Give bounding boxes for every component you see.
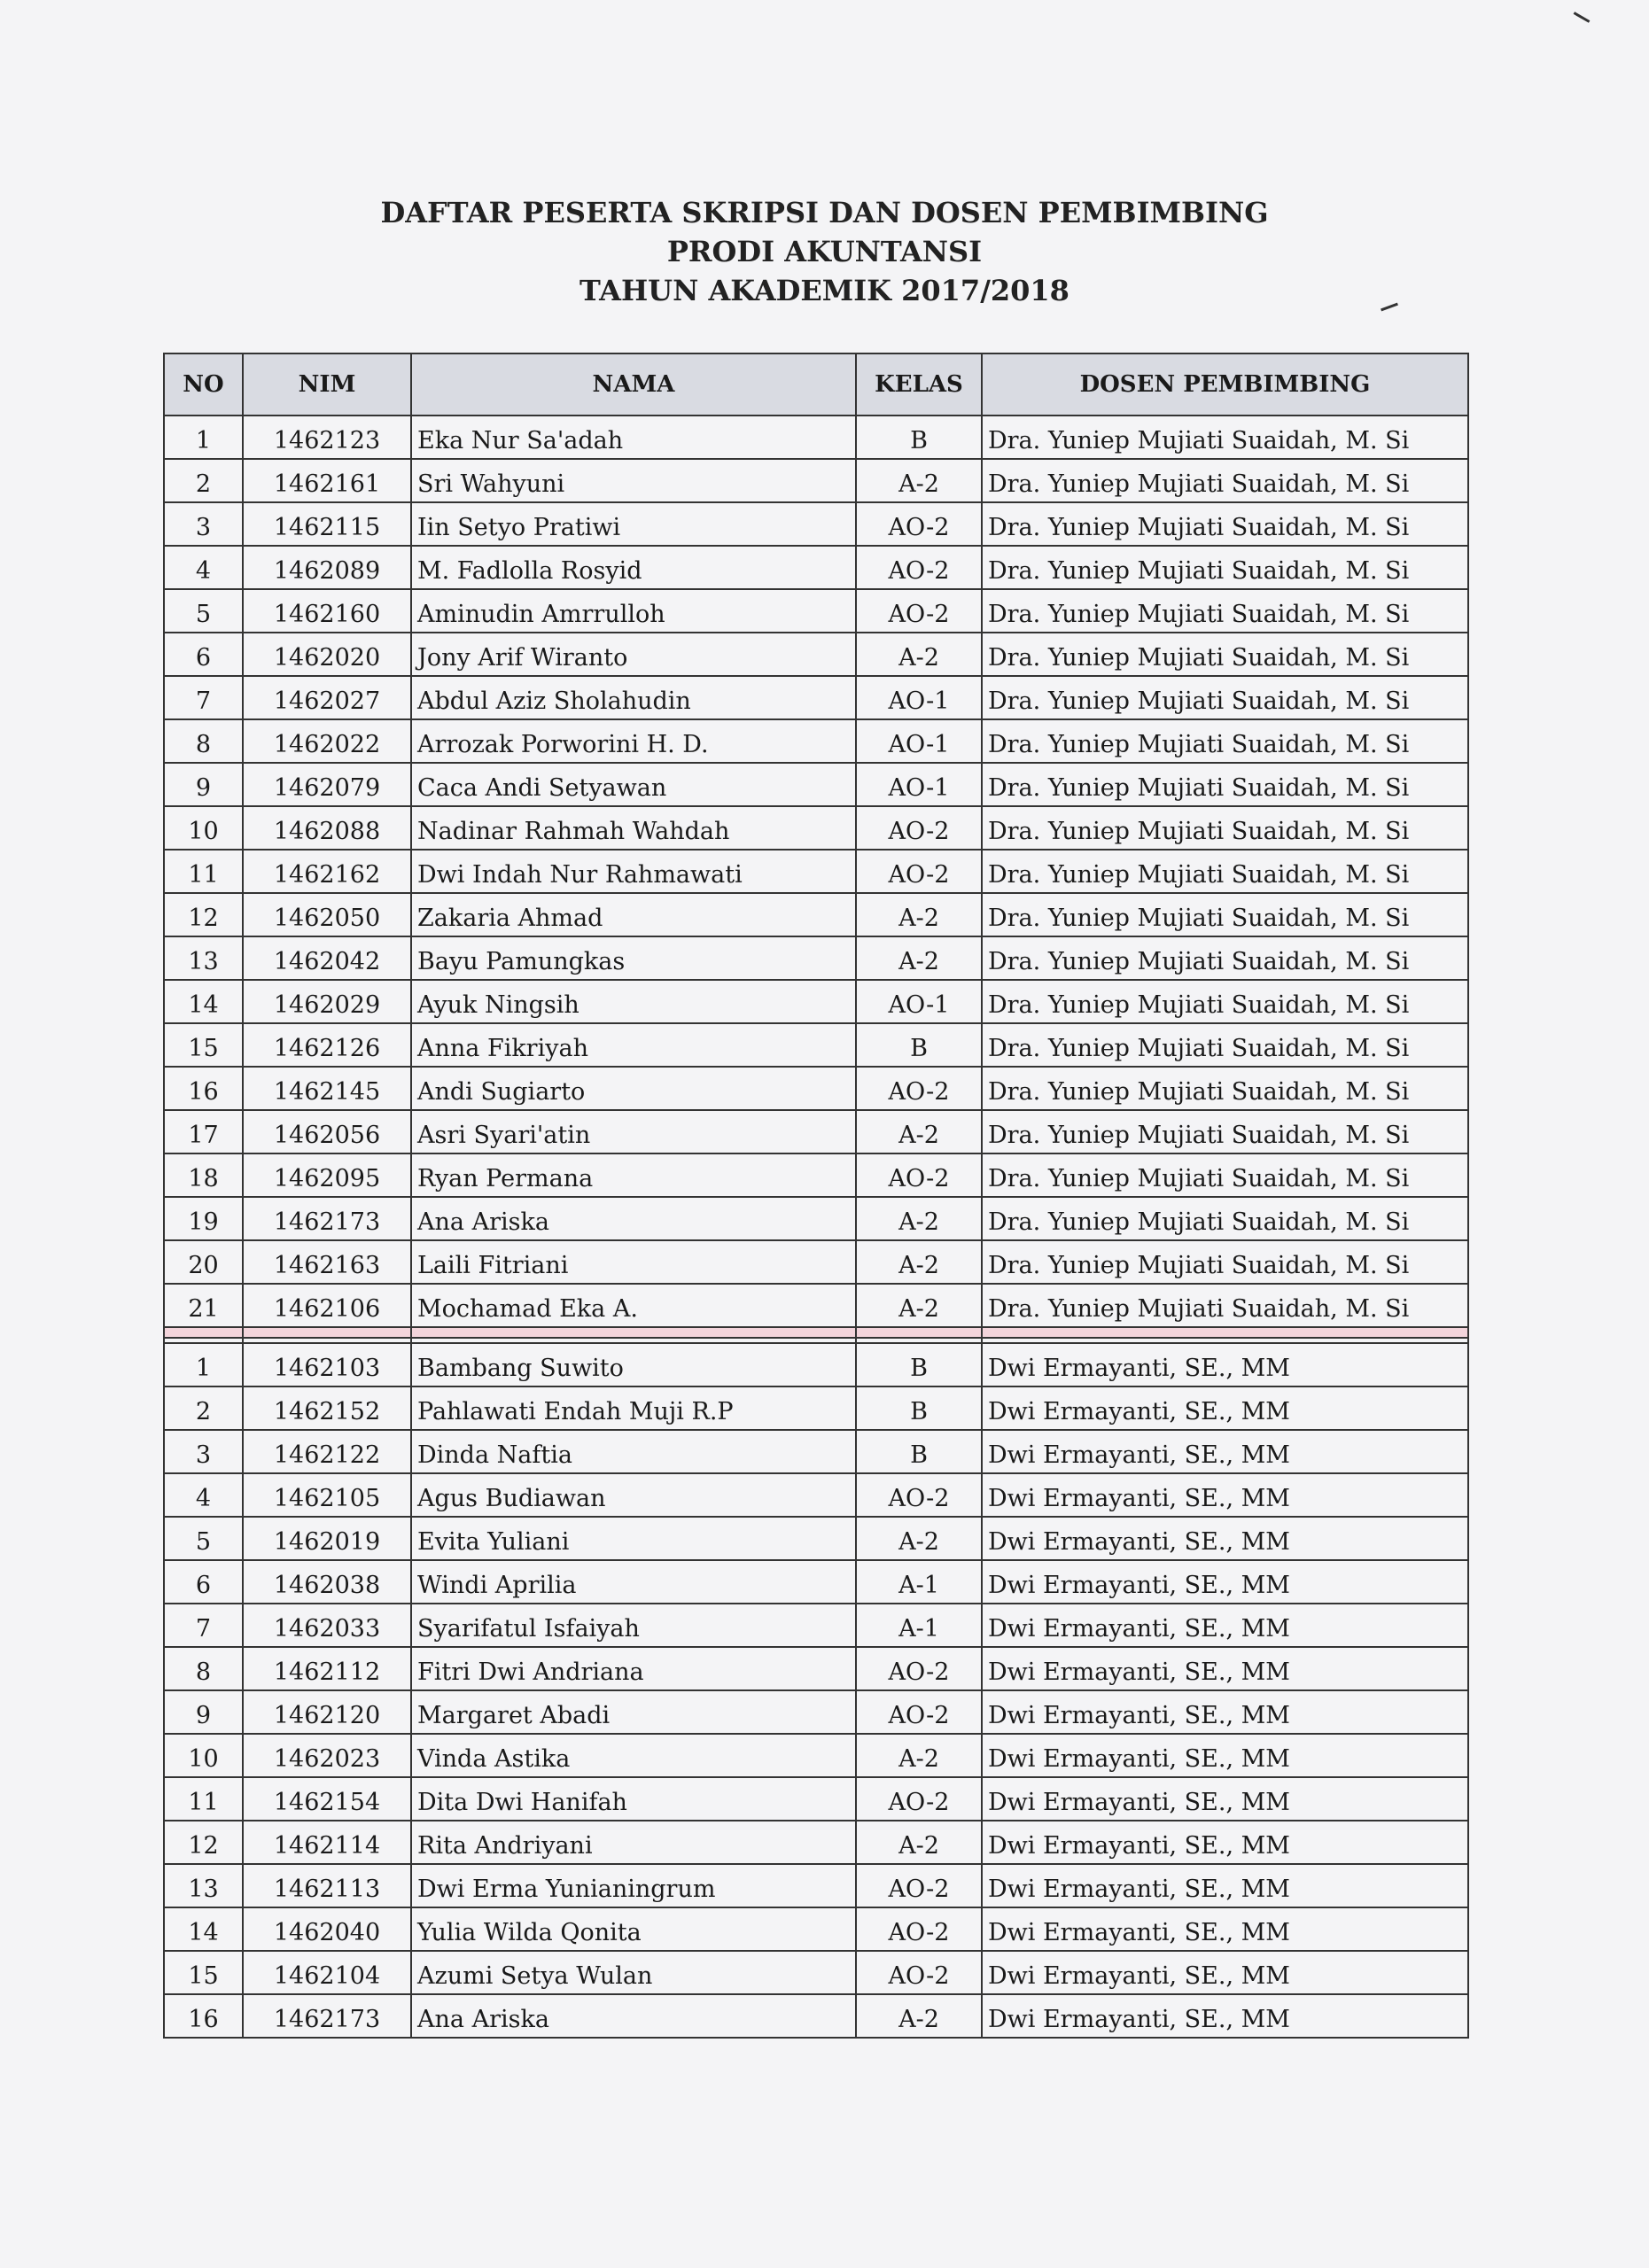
table-row [164, 1473, 1468, 1517]
cell-dosen: Dra. Yuniep Mujiati Suaidah, M. Si [982, 1240, 1468, 1284]
cell-nama: Jony Arif Wiranto [411, 633, 856, 676]
cell-dosen: Dra. Yuniep Mujiati Suaidah, M. Si [982, 719, 1468, 763]
cell-dosen: Dra. Yuniep Mujiati Suaidah, M. Si [982, 1023, 1468, 1067]
cell-nama: Nadinar Rahmah Wahdah [411, 806, 856, 850]
table-row [164, 893, 1468, 936]
cell-no: 5 [164, 589, 243, 633]
table-row [164, 980, 1468, 1023]
cell-dosen: Dra. Yuniep Mujiati Suaidah, M. Si [982, 1110, 1468, 1153]
cell-nim: 1462160 [243, 589, 411, 633]
table-header [164, 353, 1468, 416]
table-row [164, 1153, 1468, 1197]
cell-kelas: A-2 [856, 1994, 982, 2038]
cell-dosen: Dra. Yuniep Mujiati Suaidah, M. Si [982, 893, 1468, 936]
col-header-no: NO [164, 353, 243, 416]
cell-dosen: Dra. Yuniep Mujiati Suaidah, M. Si [982, 459, 1468, 502]
cell-kelas: AO-2 [856, 1647, 982, 1690]
table-row [164, 1023, 1468, 1067]
table-row [164, 502, 1468, 546]
cell-no: 12 [164, 893, 243, 936]
cell-nama: Zakaria Ahmad [411, 893, 856, 936]
cell-nim: 1462079 [243, 763, 411, 806]
table-row [164, 1430, 1468, 1473]
cell-dosen: Dwi Ermayanti, SE., MM [982, 1777, 1468, 1821]
table-row [164, 1604, 1468, 1647]
cell-nim: 1462113 [243, 1864, 411, 1907]
cell-nama: Bayu Pamungkas [411, 936, 856, 980]
cell-kelas: A-2 [856, 1517, 982, 1560]
cell-no: 18 [164, 1153, 243, 1197]
cell-nama: Ayuk Ningsih [411, 980, 856, 1023]
cell-nim: 1462126 [243, 1023, 411, 1067]
table-row [164, 1821, 1468, 1864]
title-line-2: PRODI AKUNTANSI [666, 235, 983, 268]
cell-dosen: Dra. Yuniep Mujiati Suaidah, M. Si [982, 633, 1468, 676]
cell-no: 11 [164, 1777, 243, 1821]
cell-kelas: A-2 [856, 459, 982, 502]
table-row [164, 1517, 1468, 1560]
cell-no: 19 [164, 1197, 243, 1240]
cell-no: 21 [164, 1284, 243, 1327]
cell-dosen: Dwi Ermayanti, SE., MM [982, 1473, 1468, 1517]
cell-nim: 1462145 [243, 1067, 411, 1110]
cell-nama: Dwi Indah Nur Rahmawati [411, 850, 856, 893]
table-row [164, 1907, 1468, 1951]
cell-dosen: Dwi Ermayanti, SE., MM [982, 1430, 1468, 1473]
cell-no: 1 [164, 416, 243, 459]
cell-nama: Iin Setyo Pratiwi [411, 502, 856, 546]
cell-dosen: Dra. Yuniep Mujiati Suaidah, M. Si [982, 850, 1468, 893]
table-row [164, 1067, 1468, 1110]
cell-dosen: Dwi Ermayanti, SE., MM [982, 1907, 1468, 1951]
table-row [164, 1343, 1468, 1386]
cell-nim: 1462120 [243, 1690, 411, 1734]
cell-nama: Azumi Setya Wulan [411, 1951, 856, 1994]
cell-no: 8 [164, 1647, 243, 1690]
table-row [164, 719, 1468, 763]
cell-kelas: A-2 [856, 1240, 982, 1284]
cell-kelas: AO-2 [856, 806, 982, 850]
cell-no: 20 [164, 1240, 243, 1284]
cell-no: 10 [164, 1734, 243, 1777]
table-row [164, 850, 1468, 893]
participants-table [163, 353, 1469, 2039]
cell-nim: 1462033 [243, 1604, 411, 1647]
table-row [164, 1647, 1468, 1690]
cell-kelas: B [856, 1023, 982, 1067]
cell-no: 4 [164, 1473, 243, 1517]
cell-dosen: Dwi Ermayanti, SE., MM [982, 1734, 1468, 1777]
cell-nim: 1462173 [243, 1197, 411, 1240]
cell-dosen: Dwi Ermayanti, SE., MM [982, 1647, 1468, 1690]
col-header-kelas: KELAS [856, 353, 982, 416]
cell-nama: Ana Ariska [411, 1197, 856, 1240]
cell-kelas: B [856, 1430, 982, 1473]
cell-nama: Evita Yuliani [411, 1517, 856, 1560]
cell-no: 12 [164, 1821, 243, 1864]
title-line-3: TAHUN AKADEMIK 2017/2018 [579, 274, 1070, 307]
cell-dosen: Dwi Ermayanti, SE., MM [982, 1386, 1468, 1430]
cell-no: 8 [164, 719, 243, 763]
cell-dosen: Dra. Yuniep Mujiati Suaidah, M. Si [982, 1153, 1468, 1197]
cell-no: 9 [164, 1690, 243, 1734]
cell-no: 6 [164, 1560, 243, 1604]
cell-dosen: Dra. Yuniep Mujiati Suaidah, M. Si [982, 1197, 1468, 1240]
cell-dosen: Dra. Yuniep Mujiati Suaidah, M. Si [982, 1067, 1468, 1110]
cell-no: 13 [164, 936, 243, 980]
table-row [164, 416, 1468, 459]
cell-nama: Sri Wahyuni [411, 459, 856, 502]
cell-dosen: Dra. Yuniep Mujiati Suaidah, M. Si [982, 546, 1468, 589]
cell-nama: Arrozak Porworini H. D. [411, 719, 856, 763]
cell-nim: 1462038 [243, 1560, 411, 1604]
cell-kelas: AO-2 [856, 589, 982, 633]
cell-dosen: Dra. Yuniep Mujiati Suaidah, M. Si [982, 589, 1468, 633]
cell-kelas: AO-2 [856, 1153, 982, 1197]
cell-nim: 1462040 [243, 1907, 411, 1951]
cell-nim: 1462161 [243, 459, 411, 502]
cell-nim: 1462152 [243, 1386, 411, 1430]
table-row [164, 633, 1468, 676]
cell-nim: 1462114 [243, 1821, 411, 1864]
cell-nama: Eka Nur Sa'adah [411, 416, 856, 459]
cell-nim: 1462020 [243, 633, 411, 676]
cell-nim: 1462056 [243, 1110, 411, 1153]
cell-no: 3 [164, 1430, 243, 1473]
cell-nim: 1462106 [243, 1284, 411, 1327]
table-row [164, 1284, 1468, 1327]
cell-no: 11 [164, 850, 243, 893]
cell-kelas: A-2 [856, 936, 982, 980]
cell-kelas: AO-1 [856, 676, 982, 719]
cell-no: 2 [164, 1386, 243, 1430]
cell-kelas: B [856, 1386, 982, 1430]
cell-nama: Caca Andi Setyawan [411, 763, 856, 806]
cell-dosen: Dwi Ermayanti, SE., MM [982, 1604, 1468, 1647]
cell-dosen: Dra. Yuniep Mujiati Suaidah, M. Si [982, 502, 1468, 546]
cell-nama: Vinda Astika [411, 1734, 856, 1777]
cell-kelas: AO-2 [856, 850, 982, 893]
cell-kelas: AO-1 [856, 719, 982, 763]
cell-nama: Laili Fitriani [411, 1240, 856, 1284]
cell-no: 16 [164, 1067, 243, 1110]
cell-nim: 1462112 [243, 1647, 411, 1690]
cell-dosen: Dwi Ermayanti, SE., MM [982, 1560, 1468, 1604]
cell-nama: Anna Fikriyah [411, 1023, 856, 1067]
cell-nama: M. Fadlolla Rosyid [411, 546, 856, 589]
cell-dosen: Dra. Yuniep Mujiati Suaidah, M. Si [982, 936, 1468, 980]
cell-nim: 1462154 [243, 1777, 411, 1821]
cell-nama: Yulia Wilda Qonita [411, 1907, 856, 1951]
document-title [0, 193, 1649, 310]
cell-no: 17 [164, 1110, 243, 1153]
cell-nama: Ana Ariska [411, 1994, 856, 2038]
table-row [164, 589, 1468, 633]
cell-nama: Ryan Permana [411, 1153, 856, 1197]
cell-nama: Dwi Erma Yunianingrum [411, 1864, 856, 1907]
cell-nama: Bambang Suwito [411, 1343, 856, 1386]
cell-nim: 1462115 [243, 502, 411, 546]
cell-nim: 1462022 [243, 719, 411, 763]
cell-nim: 1462104 [243, 1951, 411, 1994]
cell-nim: 1462088 [243, 806, 411, 850]
cell-no: 7 [164, 676, 243, 719]
cell-no: 14 [164, 980, 243, 1023]
cell-dosen: Dra. Yuniep Mujiati Suaidah, M. Si [982, 806, 1468, 850]
table-row [164, 1560, 1468, 1604]
cell-dosen: Dra. Yuniep Mujiati Suaidah, M. Si [982, 763, 1468, 806]
table-row [164, 1951, 1468, 1994]
table-row [164, 1994, 1468, 2038]
cell-nim: 1462173 [243, 1994, 411, 2038]
cell-no: 5 [164, 1517, 243, 1560]
table-row [164, 1734, 1468, 1777]
cell-nama: Margaret Abadi [411, 1690, 856, 1734]
cell-nim: 1462105 [243, 1473, 411, 1517]
cell-nama: Andi Sugiarto [411, 1067, 856, 1110]
cell-no: 14 [164, 1907, 243, 1951]
cell-nim: 1462162 [243, 850, 411, 893]
col-header-dosen: DOSEN PEMBIMBING [982, 353, 1468, 416]
cell-dosen: Dwi Ermayanti, SE., MM [982, 1994, 1468, 2038]
cell-nama: Asri Syari'atin [411, 1110, 856, 1153]
table-row [164, 1864, 1468, 1907]
cell-kelas: A-1 [856, 1560, 982, 1604]
cell-dosen: Dra. Yuniep Mujiati Suaidah, M. Si [982, 1284, 1468, 1327]
table-row [164, 1240, 1468, 1284]
cell-kelas: B [856, 416, 982, 459]
cell-kelas: A-2 [856, 1821, 982, 1864]
cell-kelas: A-2 [856, 1284, 982, 1327]
cell-dosen: Dwi Ermayanti, SE., MM [982, 1690, 1468, 1734]
cell-nama: Mochamad Eka A. [411, 1284, 856, 1327]
cell-dosen: Dwi Ermayanti, SE., MM [982, 1951, 1468, 1994]
group-2-rows [164, 1343, 1468, 2038]
table-row [164, 1690, 1468, 1734]
col-header-nim: NIM [243, 353, 411, 416]
cell-nama: Abdul Aziz Sholahudin [411, 676, 856, 719]
cell-kelas: AO-2 [856, 1907, 982, 1951]
cell-no: 15 [164, 1951, 243, 1994]
cell-kelas: AO-2 [856, 546, 982, 589]
cell-nim: 1462027 [243, 676, 411, 719]
cell-no: 16 [164, 1994, 243, 2038]
cell-nim: 1462050 [243, 893, 411, 936]
cell-nim: 1462103 [243, 1343, 411, 1386]
cell-nim: 1462029 [243, 980, 411, 1023]
group-separator [164, 1327, 1468, 1343]
cell-nama: Fitri Dwi Andriana [411, 1647, 856, 1690]
cell-nama: Dinda Naftia [411, 1430, 856, 1473]
cell-nama: Windi Aprilia [411, 1560, 856, 1604]
cell-nim: 1462122 [243, 1430, 411, 1473]
cell-no: 13 [164, 1864, 243, 1907]
cell-kelas: AO-2 [856, 1777, 982, 1821]
table-row [164, 1110, 1468, 1153]
cell-dosen: Dwi Ermayanti, SE., MM [982, 1821, 1468, 1864]
cell-kelas: A-2 [856, 1197, 982, 1240]
cell-nama: Syarifatul Isfaiyah [411, 1604, 856, 1647]
cell-nim: 1462095 [243, 1153, 411, 1197]
title-line-1: DAFTAR PESERTA SKRIPSI DAN DOSEN PEMBIMBING [380, 196, 1269, 229]
table-row [164, 1777, 1468, 1821]
cell-kelas: AO-2 [856, 1690, 982, 1734]
cell-kelas: AO-2 [856, 1473, 982, 1517]
cell-nama: Dita Dwi Hanifah [411, 1777, 856, 1821]
cell-kelas: AO-1 [856, 980, 982, 1023]
cell-kelas: B [856, 1343, 982, 1386]
cell-no: 2 [164, 459, 243, 502]
cell-no: 15 [164, 1023, 243, 1067]
cell-no: 4 [164, 546, 243, 589]
table-row [164, 676, 1468, 719]
cell-kelas: AO-2 [856, 502, 982, 546]
table-row [164, 459, 1468, 502]
table-row [164, 763, 1468, 806]
cell-kelas: A-2 [856, 1110, 982, 1153]
cell-kelas: A-2 [856, 1734, 982, 1777]
cell-dosen: Dwi Ermayanti, SE., MM [982, 1343, 1468, 1386]
cell-no: 10 [164, 806, 243, 850]
cell-kelas: AO-2 [856, 1951, 982, 1994]
table-row [164, 546, 1468, 589]
cell-dosen: Dra. Yuniep Mujiati Suaidah, M. Si [982, 676, 1468, 719]
cell-dosen: Dwi Ermayanti, SE., MM [982, 1864, 1468, 1907]
cell-kelas: AO-1 [856, 763, 982, 806]
cell-kelas: AO-2 [856, 1067, 982, 1110]
table-row [164, 1197, 1468, 1240]
cell-dosen: Dra. Yuniep Mujiati Suaidah, M. Si [982, 980, 1468, 1023]
cell-nim: 1462023 [243, 1734, 411, 1777]
cell-nama: Rita Andriyani [411, 1821, 856, 1864]
cell-no: 1 [164, 1343, 243, 1386]
cell-dosen: Dra. Yuniep Mujiati Suaidah, M. Si [982, 416, 1468, 459]
cell-no: 6 [164, 633, 243, 676]
cell-no: 3 [164, 502, 243, 546]
cell-nim: 1462089 [243, 546, 411, 589]
cell-nama: Aminudin Amrrulloh [411, 589, 856, 633]
cell-nim: 1462042 [243, 936, 411, 980]
cell-kelas: AO-2 [856, 1864, 982, 1907]
cell-nim: 1462123 [243, 416, 411, 459]
cell-kelas: A-2 [856, 633, 982, 676]
cell-nama: Agus Budiawan [411, 1473, 856, 1517]
table-row [164, 936, 1468, 980]
col-header-nama: NAMA [411, 353, 856, 416]
cell-no: 7 [164, 1604, 243, 1647]
table-row [164, 806, 1468, 850]
cell-kelas: A-1 [856, 1604, 982, 1647]
cell-no: 9 [164, 763, 243, 806]
cell-nim: 1462019 [243, 1517, 411, 1560]
cell-dosen: Dwi Ermayanti, SE., MM [982, 1517, 1468, 1560]
group-1-rows [164, 416, 1468, 1327]
scan-mark [1574, 12, 1591, 23]
cell-nama: Pahlawati Endah Muji R.P [411, 1386, 856, 1430]
cell-nim: 1462163 [243, 1240, 411, 1284]
cell-kelas: A-2 [856, 893, 982, 936]
table-row [164, 1386, 1468, 1430]
